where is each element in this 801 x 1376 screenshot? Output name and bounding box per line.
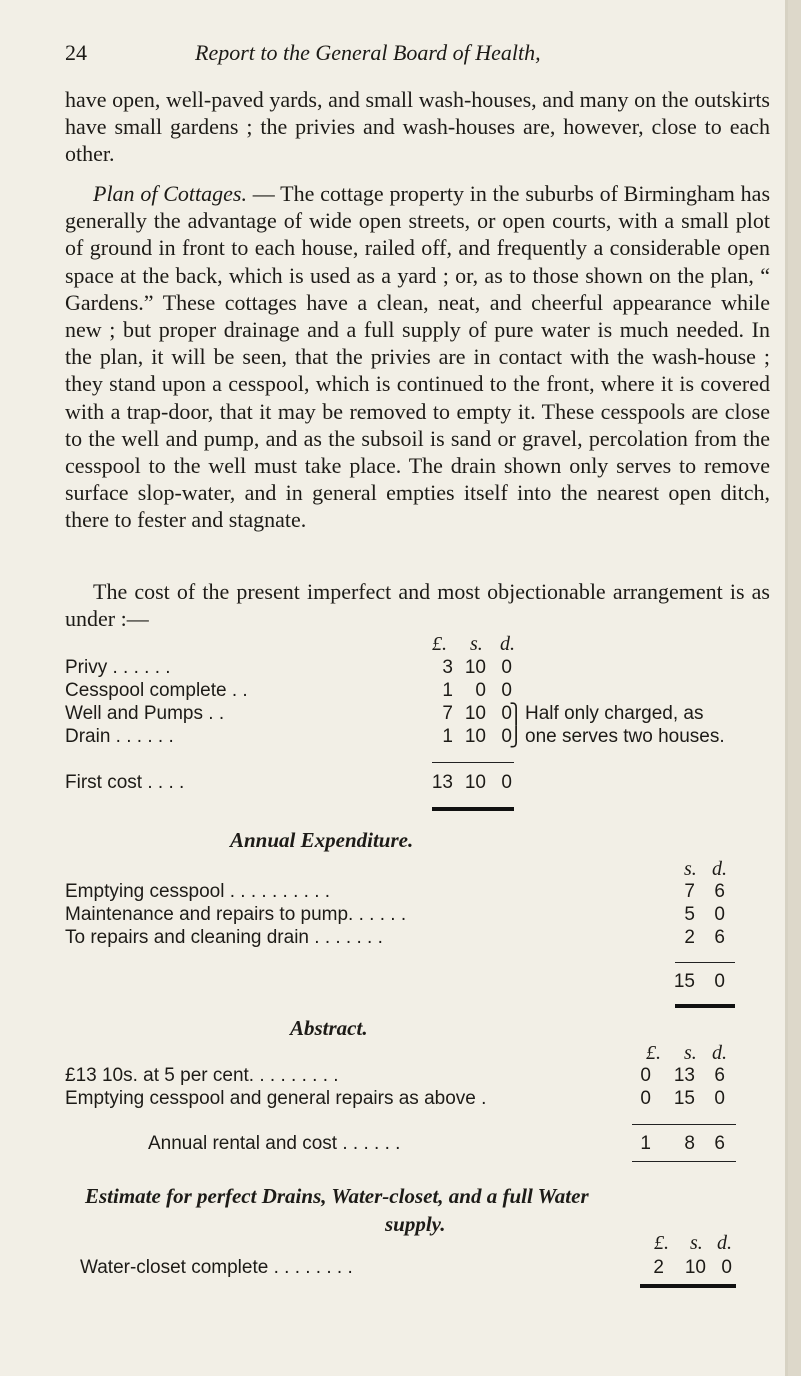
table-row: Water-closet complete . . . . . . . . 2 10 0 xyxy=(80,1257,732,1278)
brace-icon: ⎫ ⎭ xyxy=(509,703,524,748)
cost-note-line-1: Half only charged, as xyxy=(525,703,704,724)
table-row: Privy . . . . . . 3 10 0 xyxy=(65,657,512,678)
paragraph-2-body: The cottage property in the suburbs of Birmingham has generally the advantage of wide open streets, or open courts, with a small plot of ground in front to each house, railed off, and frequently a considerable open space at the back, which is used as a yard ; or, as to those shown on the plan, “ Gardens.” These cottages have a clean, neat, and cheerful appearance while new ; but proper drainage and a full supply of pure water is much needed. In the plan, it will be seen, that the privies are in contact with the wash-house ; they stand upon a cesspool, which is continued to the front, where it is covered with a trap-door, that it may be removed to empty it. These cesspools are close to the well and pump, and as the subsoil is sand or gravel, percolation from the cesspool to the well must take place. The drain shown only serves to remove surface slop-water, and in general empties itself into the nearest open ditch, there to fester and stagnate. xyxy=(65,181,771,533)
paragraph-intro xyxy=(65,86,770,168)
abstract-total-row: Annual rental and cost . . . . . . 1 8 6 xyxy=(148,1133,725,1154)
section-title: Plan of Cottages. xyxy=(93,181,247,206)
table-row: Emptying cesspool . . . . . . . . . . 7 6 xyxy=(65,881,725,902)
double-rule xyxy=(432,807,514,811)
paragraph-3: The cost of the present imperfect and most objectionable arrangement is as under :— xyxy=(65,579,770,632)
table-row: Maintenance and repairs to pump. . . . . . 5 0 xyxy=(65,904,725,925)
table-row: Well and Pumps . . 7 10 0 Half only charged, as xyxy=(65,703,704,724)
table-row: Emptying cesspool and general repairs as above . 0 15 0 xyxy=(65,1088,725,1109)
rule xyxy=(432,762,514,763)
rule xyxy=(632,1124,736,1125)
estimate-heading-line-2: supply. xyxy=(385,1212,446,1236)
double-rule xyxy=(675,1004,735,1008)
table-row: Cesspool complete . . 1 0 0 xyxy=(65,680,512,701)
abstract-heading: Abstract. xyxy=(290,1016,368,1040)
rule xyxy=(632,1161,736,1162)
cost-total-row: First cost . . . . 13 10 0 xyxy=(65,772,512,793)
paragraph-cost xyxy=(65,578,770,632)
paragraph-1: have open, well-paved yards, and small wash-houses, and many on the outskirts have small gardens ; the privies and wash-houses are, however, close to each other. xyxy=(65,87,770,167)
rule xyxy=(675,962,735,963)
annual-total-row: 15 0 xyxy=(673,971,725,992)
table-row: Drain . . . . . . 1 10 0 one serves two houses. xyxy=(65,726,725,747)
estimate-heading-line-1: Estimate for perfect Drains, Water-closet, and a full Water xyxy=(85,1184,589,1208)
table-row: £13 10s. at 5 per cent. . . . . . . . . 0 13 6 xyxy=(65,1065,725,1086)
page-edge xyxy=(788,0,801,1376)
cost-note-line-2: one serves two houses. xyxy=(525,726,725,747)
page-number: 24 xyxy=(65,40,87,65)
paragraph-2: Plan of Cottages. — The cottage property in the suburbs of Birmingham has generally the advantage of wide open streets, or open courts, with a small plot of ground in front to each house, railed off, and frequently a considerable open space at the back, which is used as a yard ; or, as to those shown on the plan, “ Gardens.” These cottages have a clean, neat, and cheerful appearance while new ; but proper drainage and a full supply of pure water is much needed. In the plan, it will be seen, that the privies are in contact with the wash-house ; they stand upon a cesspool, which is continued to the front, where it is covered with a trap-door, that it may be removed to empty it. These cesspools are close to the well and pump, and as the subsoil is sand or gravel, percolation from the cesspool to the well must take place. The drain shown only serves to remove surface slop-water, and in general empties itself into the nearest open ditch, there to fester and stagnate. xyxy=(65,181,771,533)
table-row: To repairs and cleaning drain . . . . . . . 2 6 xyxy=(65,927,725,948)
annual-heading: Annual Expenditure. xyxy=(230,828,414,852)
double-rule xyxy=(640,1284,736,1288)
running-head: Report to the General Board of Health, xyxy=(195,40,541,65)
paragraph-plan xyxy=(65,180,770,534)
